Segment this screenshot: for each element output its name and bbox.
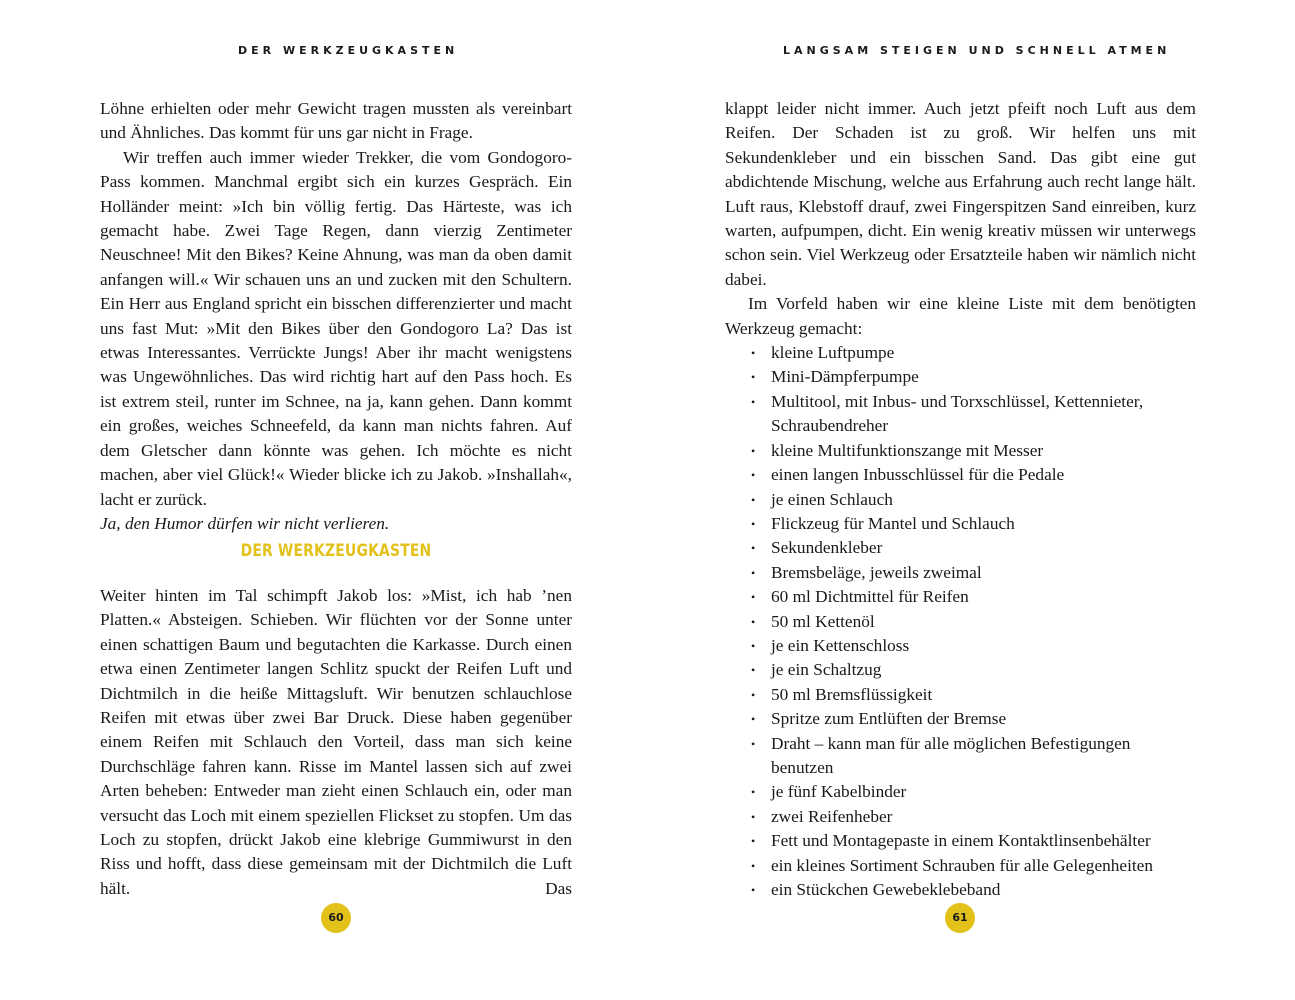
left-page bbox=[0, 0, 647, 1000]
list-item bbox=[725, 829, 1196, 853]
left-body-text bbox=[100, 97, 572, 536]
list-item bbox=[725, 439, 1196, 463]
page-number-badge: 60 bbox=[321, 903, 351, 933]
list-item bbox=[725, 488, 1196, 512]
list-item-text: 50 ml Bremsflüssigkeit bbox=[771, 684, 933, 704]
bullet-icon: • bbox=[751, 809, 756, 824]
bullet-icon: • bbox=[751, 468, 756, 483]
list-item bbox=[725, 390, 1196, 439]
list-item bbox=[725, 610, 1196, 634]
bullet-icon: • bbox=[751, 712, 756, 727]
list-item bbox=[725, 805, 1196, 829]
running-head-left: DER WERKZEUGKASTEN bbox=[238, 44, 459, 57]
list-item-text: ein kleines Sortiment Schrauben für alle Gelegenheiten bbox=[771, 855, 1153, 875]
bullet-icon: • bbox=[751, 883, 756, 897]
bullet-icon: • bbox=[751, 541, 756, 556]
list-item-text: Bremsbeläge, jeweils zweimal bbox=[771, 562, 982, 582]
running-head-right: LANGSAM STEIGEN UND SCHNELL ATMEN bbox=[783, 44, 1171, 57]
paragraph: Im Vorfeld haben wir eine kleine Liste mit dem benötigten Werkzeug gemacht: bbox=[725, 294, 1196, 338]
list-item bbox=[725, 732, 1196, 781]
list-item bbox=[725, 585, 1196, 609]
list-item-text: Mini-Dämpferpumpe bbox=[771, 367, 919, 387]
bullet-icon: • bbox=[751, 858, 756, 873]
list-item bbox=[725, 683, 1196, 707]
bullet-icon: • bbox=[751, 346, 756, 361]
list-item bbox=[725, 634, 1196, 658]
list-item bbox=[725, 463, 1196, 487]
bullet-icon: • bbox=[751, 785, 756, 800]
bullet-icon: • bbox=[751, 370, 756, 385]
list-item-text: Flickzeug für Mantel und Schlauch bbox=[771, 513, 1015, 533]
bullet-icon: • bbox=[751, 687, 756, 702]
bullet-icon: • bbox=[751, 516, 756, 531]
list-item bbox=[725, 561, 1196, 585]
page-number-badge: 61 bbox=[945, 903, 975, 933]
paragraph: Weiter hinten im Tal schimpft Jakob los: »Mist, ich hab ’nen Platten.« Absteigen. Schieben. Wir flüchten vor der Sonne unter einen schattigen Baum und begutachten die Karkasse. Durch einen etwa einen Zentimeter langen Schlitz spuckt der Reifen Luft und Dichtmilch in die heiße Mittagsluft. Wir benutzen schlauchlose Reifen mit etwas über zwei Bar Druck. Diese haben gegenüber einem Reifen mit Schlauch den Vorteil, dass man sich keine Durchschläge fahren kann. Risse im Mantel lassen sich auf zwei Arten beheben: Entweder man zieht einen Schlauch ein, oder man versucht das Loch mit einem speziellen Flickset zu stopfen. Um das Loch zu stopfen, drückt Jakob eine klebrige Gummiwurst in den Riss und hofft, dass diese gemeinsam mit der Dichtmilch die Luft hält. Das bbox=[100, 586, 572, 898]
tool-list bbox=[725, 341, 1196, 902]
list-item bbox=[725, 536, 1196, 560]
bullet-icon: • bbox=[751, 492, 756, 507]
list-item bbox=[725, 658, 1196, 682]
list-item bbox=[725, 780, 1196, 804]
paragraph: Wir treffen auch immer wieder Trekker, die vom Gondogoro-Pass kommen. Manchmal ergibt sich ein kurzes Gespräch. Ein Holländer meint: »Ich bin völlig fertig. Das Härteste, was ich gemacht habe. Zwei Tage Regen, dann vierzig Zentimeter Neuschnee! Mit den Bikes? Keine Ahnung, was man da oben damit anfangen will.« Wir schauen uns an und zucken mit den Schultern. Ein Herr aus England spricht ein bisschen differenzierter und macht uns fast Mut: »Mit den Bikes über den Gondogoro La? Das ist etwas Interessantes. Verrückte Jungs! Aber ihr macht wenigstens was Ungewöhnliches. Das wird richtig hart auf den Pass hoch. Es ist extrem steil, runter im Schnee, na ja, kann gehen. Dann kommt ein großes, weiches Schneefeld, da kann man nichts fahren. Auf dem Gletscher dann könnte was gehen. Ich möchte es nicht machen, aber viel Glück!« Wieder blicke ich zu Jakob. »Inshallah«, lacht er zurück. bbox=[100, 147, 572, 509]
bullet-icon: • bbox=[751, 736, 756, 751]
bullet-icon: • bbox=[751, 394, 756, 409]
bullet-icon: • bbox=[751, 663, 756, 678]
bullet-icon: • bbox=[751, 590, 756, 605]
list-item-text: je ein Schaltzug bbox=[771, 660, 882, 680]
left-section-text bbox=[100, 584, 572, 901]
list-item-text: kleine Multifunktionszange mit Messer bbox=[771, 440, 1044, 460]
bullet-icon: • bbox=[751, 638, 756, 653]
list-item-text: Spritze zum Entlüften der Bremse bbox=[771, 709, 1007, 729]
list-item bbox=[725, 854, 1196, 878]
bullet-icon: • bbox=[751, 565, 756, 580]
list-item-text: Multitool, mit Inbus- und Torxschlüssel, Kettennieter, Schraubendreher bbox=[771, 391, 1144, 436]
list-item bbox=[725, 707, 1196, 731]
italic-paragraph: Ja, den Humor dürfen wir nicht verlieren. bbox=[100, 513, 390, 533]
list-item-text: je ein Kettenschloss bbox=[771, 635, 910, 655]
list-item-text: je fünf Kabelbinder bbox=[771, 782, 907, 802]
right-body-text bbox=[725, 97, 1196, 902]
bullet-icon: • bbox=[751, 443, 756, 458]
list-item-text: zwei Reifenheber bbox=[771, 806, 893, 826]
list-item-text: 60 ml Dichtmittel für Reifen bbox=[771, 587, 969, 607]
list-item-text: ein Stückchen Gewebeklebeband bbox=[771, 880, 1001, 899]
paragraph: Löhne erhielten oder mehr Gewicht tragen mussten als vereinbart und Ähnliches. Das kommt für uns gar nicht in Frage. bbox=[100, 99, 572, 143]
paragraph: klappt leider nicht immer. Auch jetzt pfeift noch Luft aus dem Reifen. Der Schaden ist zu groß. Wir helfen uns mit Sekundenkleber und ein bisschen Sand. Das gibt eine gut abdichtende Mischung, welche aus Erfahrung auch recht lange hält. Luft raus, Klebstoff drauf, zwei Fingerspitzen Sand einreiben, kurz warten, aufpumpen, dicht. Ein wenig kreativ müssen wir unterwegs schon sein. Viel Werkzeug oder Ersatzteile haben wir nämlich nicht dabei. bbox=[725, 99, 1196, 289]
list-item-text: Fett und Montagepaste in einem Kontaktlinsenbehälter bbox=[771, 831, 1151, 851]
list-item bbox=[725, 341, 1196, 365]
list-item-text: 50 ml Kettenöl bbox=[771, 611, 875, 631]
list-item-text: einen langen Inbusschlüssel für die Pedale bbox=[771, 465, 1065, 485]
section-heading: DER WERKZEUGKASTEN bbox=[240, 541, 432, 561]
list-item-text: Sekundenkleber bbox=[771, 538, 883, 558]
list-item-text: Draht – kann man für alle möglichen Befestigungen benutzen bbox=[771, 733, 1131, 777]
bullet-icon: • bbox=[751, 614, 756, 629]
list-item-text: je einen Schlauch bbox=[771, 489, 893, 509]
list-item-text: kleine Luftpumpe bbox=[771, 343, 895, 363]
list-item bbox=[725, 878, 1196, 902]
right-page bbox=[648, 0, 1295, 1000]
list-item bbox=[725, 512, 1196, 536]
list-item bbox=[725, 365, 1196, 389]
bullet-icon: • bbox=[751, 834, 756, 849]
